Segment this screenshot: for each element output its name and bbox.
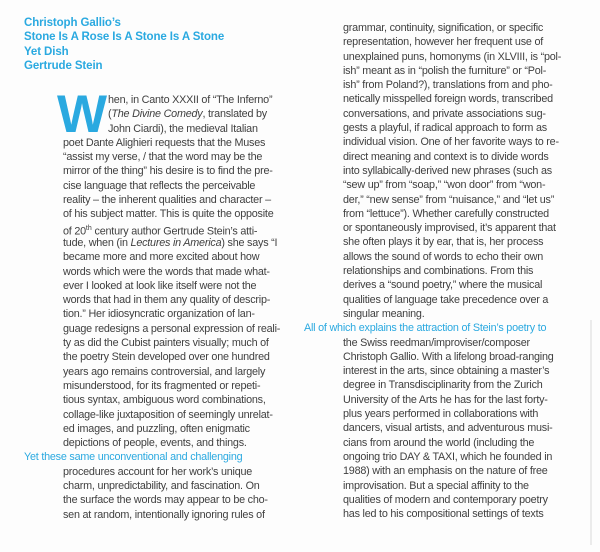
text-line: became more and more excited about how	[63, 251, 260, 264]
text-line: cise language that reflects the perceivable	[63, 179, 256, 192]
text-line: grammar, continuity, signification, or specific	[343, 22, 544, 34]
right-text-column	[304, 21, 589, 521]
text-line: relationships and combinations. From this	[343, 265, 534, 278]
text-line: Christoph Gallio. With a lifelong broad-ranging	[343, 350, 554, 363]
text-line: depictions of people, events, and things.	[63, 437, 247, 450]
text-line: or spontaneously improvised, it’s apparent that	[343, 222, 556, 235]
text-line: sen at random, intentionally ignoring rules of	[63, 508, 265, 521]
lead-in-line: Yet these same unconventional and challenging	[24, 451, 243, 464]
poet-name: Gertrude Stein	[24, 59, 103, 72]
text-line: into syllabically-derived new phrases (such as	[343, 164, 552, 177]
text-line: of his subject matter. This is quite the opposite	[63, 208, 274, 221]
text-line: poet Dante Alighieri requests that the Muses	[63, 136, 266, 149]
text-line: tion.” Her idiosyncratic organization of lan-	[63, 308, 255, 321]
author-credit: Christoph Gallio’s	[24, 17, 121, 29]
text-line: ongoing trio DAY & TAXI, which he founded in	[343, 450, 553, 463]
text-line: dancers, visual artists, and adventurous musi-	[343, 422, 553, 435]
text-line: charm, unpredictability, and fascination. On	[63, 480, 260, 493]
text-line: years ago remains controversial, and largely	[63, 365, 266, 378]
album-title: Stone Is A Rose Is A Stone Is A Stone	[24, 31, 225, 44]
text-line: University of the Arts he has for the last forty-	[343, 393, 548, 406]
album-subtitle: Yet Dish	[24, 45, 69, 58]
text-line: derives a “sound poetry,” where the musical	[343, 279, 543, 292]
text-line: interest in the arts, since obtaining a master’s	[343, 365, 550, 378]
text-line: John Ciardi), the medieval Italian	[108, 122, 258, 135]
text-line: ish” meant as in “polish the furniture” or “Pol-	[343, 64, 547, 77]
text-line: words which were the words that made what-	[63, 265, 270, 278]
text-line: tious syntax, ambiguous word combinations,	[63, 394, 266, 407]
text-line: she often plays it by ear, that is, her process	[343, 236, 544, 249]
text-line: gests a playful, if radical approach to form as	[343, 122, 547, 135]
title-block	[24, 16, 224, 73]
text-line: from “lettuce”). Whether carefully constructed	[343, 207, 549, 220]
scan-edge	[590, 320, 592, 545]
text-line: hen, in Canto XXXII of “The Inferno”	[108, 94, 273, 106]
text-line: conversations, and private associations sug-	[343, 107, 546, 120]
text-line: of 20th century author Gertrude Stein’s atti-	[63, 224, 258, 238]
text-line: 1988) with an emphasis on the nature of free	[343, 465, 548, 478]
dropcap-letter: W	[57, 85, 107, 144]
text-line: improvisation. But a special affinity to the	[343, 479, 529, 492]
text-line: the poetry Stein developed over one hundred	[63, 351, 270, 364]
text-line: has led to his compositional settings of texts	[343, 508, 544, 521]
text-line: qualities of language take precedence over a	[343, 293, 549, 306]
text-line: (The Divine Comedy, translated by	[108, 108, 267, 121]
text-line: singular meaning.	[343, 307, 425, 320]
text-line: the Swiss reedman/improviser/composer	[343, 336, 530, 349]
text-line: allows the sound of words to echo their own	[343, 250, 543, 263]
text-line: “sew up” from “soap,” “won door” from “won-	[343, 179, 546, 192]
text-line: tude, when (in Lectures in America) she says “I	[63, 236, 278, 249]
text-line: the surface the words may appear to be cho-	[63, 494, 268, 507]
lead-in-line: All of which explains the attraction of Stein’s poetry to	[304, 322, 547, 335]
left-text-column	[24, 85, 309, 522]
text-line: netically misspelled foreign words, transcribed	[343, 93, 553, 106]
text-line: reality – the inherent qualities and character –	[63, 194, 271, 207]
text-line: “assist my verse, / that the word may be the	[63, 151, 263, 164]
text-line: words that had in them any quality of descrip-	[63, 294, 271, 307]
text-line: procedures account for her work’s unique	[63, 465, 253, 478]
text-line: ish” from Poland?), translations from and pho-	[343, 79, 553, 92]
text-line: qualities of modern and contemporary poetry	[343, 493, 548, 506]
text-line: plus years performed in collaborations with	[343, 408, 539, 421]
text-line: guage redesigns a personal expression of reali-	[63, 322, 281, 335]
text-line: unexplained puns, homonyms (in XLVIII, is “pol-	[343, 50, 562, 63]
text-line: cians from around the world (including the	[343, 436, 535, 449]
text-line: degree in Transdisciplinarity from the Zurich	[343, 379, 543, 392]
text-line: der,” “new sense” from “nuisance,” and “let us”	[343, 193, 555, 206]
text-line: individual vision. One of her favorite ways to re-	[343, 136, 559, 149]
text-line: mirror of the thing” his desire is to find the pre-	[63, 165, 273, 178]
text-line: representation, however her frequent use of	[343, 36, 544, 49]
text-line: ever I looked at look like itself were not the	[63, 279, 257, 292]
text-line: ed images, and puzzling, often enigmatic	[63, 422, 250, 435]
text-line: direct meaning and context is to divide words	[343, 150, 549, 163]
text-line: misunderstood, for its fragmented or repeti-	[63, 379, 261, 392]
text-line: ty as did the Cubist painters visually; much of	[63, 337, 269, 350]
text-line: collage-like juxtaposition of seemingly unrelat-	[63, 408, 273, 421]
